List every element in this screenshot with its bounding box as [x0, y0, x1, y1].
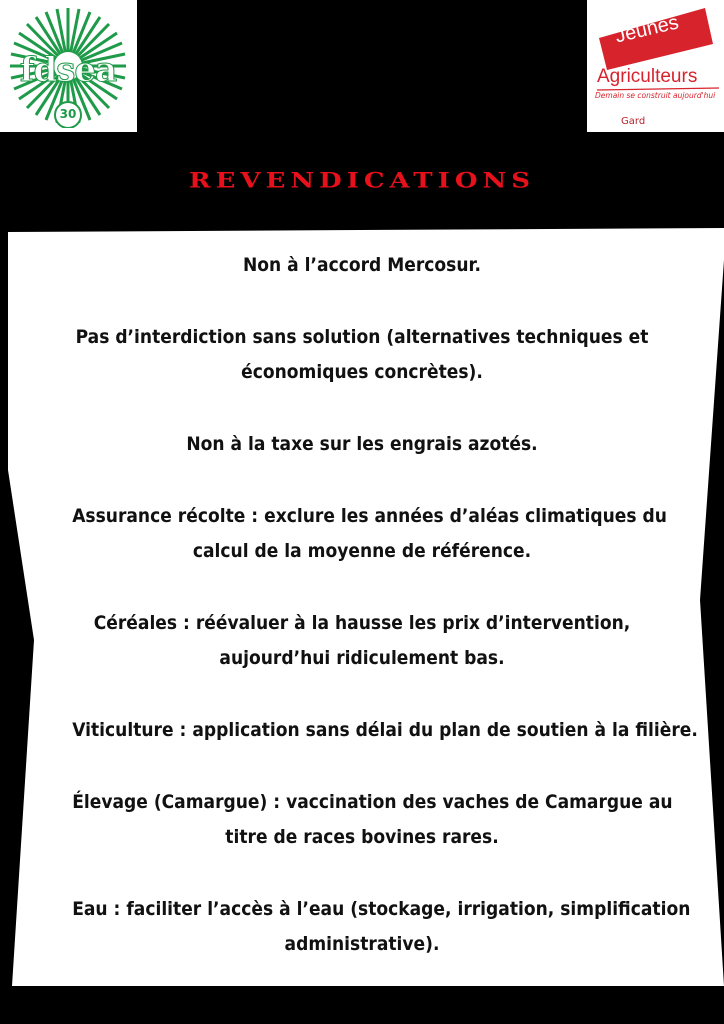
ja-region: Gard	[621, 116, 646, 127]
demand-line: Pas d’interdiction sans solution (alternatives techniques et	[75, 326, 649, 348]
demand-line: Non à l’accord Mercosur.	[242, 254, 481, 276]
demand-line: calcul de la moyenne de référence.	[192, 540, 532, 562]
demand-line: Céréales : réévaluer à la hausse les prix d’intervention,	[93, 612, 631, 634]
demand-line: Assurance récolte : exclure les années d’aléas climatiques du	[72, 505, 667, 527]
ja-tagline: Demain se construit aujourd'hui	[595, 91, 716, 100]
demand-line: aujourd’hui ridiculement bas.	[219, 647, 505, 669]
demand-item	[72, 427, 652, 462]
demand-item	[72, 713, 698, 748]
demand-line: administrative).	[284, 933, 440, 955]
demand-line: Viticulture : application sans délai du plan de soutien à la filière.	[72, 719, 698, 741]
demand-item	[72, 892, 691, 962]
demand-item	[72, 785, 673, 855]
demand-line: titre de races bovines rares.	[225, 826, 499, 848]
demand-item	[72, 320, 652, 390]
demand-line: Eau : faciliter l’accès à l’eau (stockage, irrigation, simplification	[72, 898, 691, 920]
jeunes-agriculteurs-logo	[587, 0, 724, 132]
page-title: REVENDICATIONS	[188, 168, 536, 194]
demand-item	[72, 248, 652, 283]
demands-list	[72, 248, 698, 962]
fdsea-wordmark: fdsea	[19, 50, 117, 90]
demand-item	[72, 499, 667, 569]
fdsea-department-number: 30	[59, 107, 77, 121]
demand-line: Élevage (Camargue) : vaccination des vaches de Camargue au	[72, 791, 673, 813]
demand-line: Non à la taxe sur les engrais azotés.	[186, 433, 538, 455]
ja-line-2: Agriculteurs	[597, 66, 698, 87]
demand-item	[72, 606, 652, 676]
demand-line: économiques concrètes).	[241, 361, 483, 383]
fdsea-logo	[0, 0, 137, 132]
ja-line-1: Jeunes	[613, 11, 681, 48]
